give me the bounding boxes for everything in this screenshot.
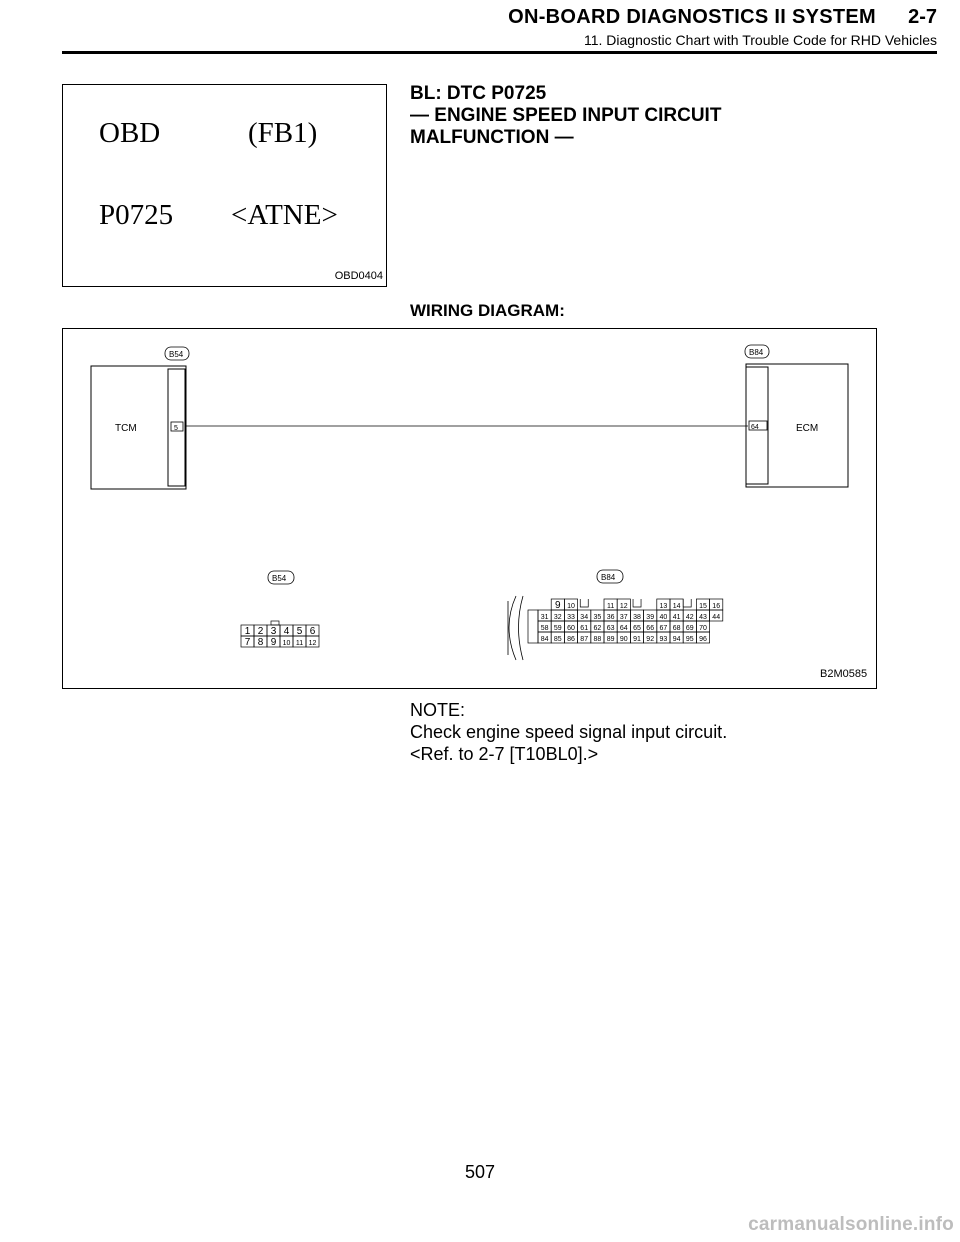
note-ref: <Ref. to 2-7 [T10BL0].> bbox=[410, 744, 599, 764]
b84-pin-label: 38 bbox=[633, 614, 641, 621]
b84-pin-label: 65 bbox=[633, 625, 641, 632]
b84-pin-label: 42 bbox=[685, 614, 694, 621]
b84-pin-label: 69 bbox=[685, 625, 694, 632]
section-number: 2-7 bbox=[908, 6, 937, 28]
dtc-heading-line1: BL: DTC P0725 bbox=[410, 83, 547, 104]
b54-pin-label: 10 bbox=[282, 640, 291, 647]
b84-pin-label: 35 bbox=[593, 614, 602, 621]
b84-pin-label: 36 bbox=[606, 614, 615, 621]
b54-pin-label: 11 bbox=[295, 640, 304, 647]
b84-pin-label: 95 bbox=[685, 636, 694, 643]
b84-pin-label: 9 bbox=[555, 600, 561, 611]
b84-pin-label: 86 bbox=[567, 636, 575, 643]
note-label: NOTE: bbox=[410, 700, 466, 720]
b84-pin-label: 64 bbox=[619, 625, 628, 632]
wiring-diagram bbox=[62, 328, 877, 689]
b84-pin-label: 85 bbox=[553, 636, 562, 643]
b84-pin-label: 66 bbox=[646, 625, 655, 632]
b84-pin-label: 67 bbox=[659, 625, 668, 632]
b84-pin-label: 10 bbox=[567, 603, 575, 610]
b84-pin-label: 60 bbox=[567, 625, 575, 632]
b84-pin-label: 12 bbox=[619, 603, 628, 610]
b84-connector-face bbox=[508, 596, 723, 660]
b84-pin-label: 32 bbox=[553, 614, 562, 621]
b84-pin-label: 63 bbox=[606, 625, 615, 632]
b54-pin-label: 12 bbox=[308, 640, 317, 647]
tcm-pin: 5 bbox=[174, 425, 178, 432]
b54-pin-label: 9 bbox=[270, 637, 277, 648]
b84-pin-label: 39 bbox=[646, 614, 655, 621]
b84-pin-label: 61 bbox=[580, 625, 589, 632]
wiring-diagram-svg bbox=[63, 329, 876, 688]
b54-pin-label: 8 bbox=[257, 637, 264, 648]
ecm-connector-tag: B84 bbox=[749, 348, 764, 357]
b84-pin-label: 94 bbox=[672, 636, 681, 643]
b54-pin-label: 5 bbox=[296, 626, 303, 637]
b84-pin-label: 31 bbox=[540, 614, 549, 621]
page-number: 507 bbox=[464, 1162, 496, 1182]
b54-pin-label: 4 bbox=[283, 626, 290, 637]
b84-pin-label: 11 bbox=[606, 603, 615, 610]
b84-pin-label: 41 bbox=[672, 614, 681, 621]
watermark: carmanualsonline.info bbox=[748, 1214, 954, 1235]
b84-pin-label: 13 bbox=[659, 603, 668, 610]
b84-pin-label: 84 bbox=[540, 636, 549, 643]
b84-pin-label: 93 bbox=[659, 636, 668, 643]
b54-face-tag: B54 bbox=[272, 574, 287, 583]
b84-pin-label: 16 bbox=[712, 603, 721, 610]
section-title: ON-BOARD DIAGNOSTICS II SYSTEM bbox=[508, 6, 876, 28]
obd-dtc-name: <ATNE> bbox=[231, 199, 338, 231]
b54-connector-face bbox=[241, 621, 319, 648]
b54-pin-label: 1 bbox=[244, 626, 251, 637]
b84-pin-label: 37 bbox=[619, 614, 628, 621]
tcm-box bbox=[91, 366, 186, 489]
b84-pin-label: 70 bbox=[699, 625, 707, 632]
b84-pin-label: 44 bbox=[712, 614, 721, 621]
b84-face-tag: B84 bbox=[601, 573, 616, 582]
tcm-connector-tag: B54 bbox=[169, 350, 184, 359]
b84-pin-label: 15 bbox=[699, 603, 707, 610]
b84-pin-label: 88 bbox=[593, 636, 602, 643]
b84-pin-label: 58 bbox=[540, 625, 549, 632]
b84-pin-label: 89 bbox=[606, 636, 615, 643]
b84-pin-label: 68 bbox=[672, 625, 681, 632]
b84-pin-label: 90 bbox=[619, 636, 628, 643]
note-text: Check engine speed signal input circuit. bbox=[410, 722, 728, 742]
figure-id: OBD0404 bbox=[334, 270, 383, 282]
b84-latch bbox=[508, 596, 523, 660]
dtc-heading-line3: MALFUNCTION — bbox=[410, 127, 574, 148]
note-block bbox=[410, 699, 727, 765]
ecm-label: ECM bbox=[796, 423, 819, 434]
section-subtitle: 11. Diagnostic Chart with Trouble Code for RHD Vehicles bbox=[583, 32, 937, 48]
header-rule bbox=[62, 51, 937, 54]
obd-label: OBD bbox=[99, 117, 161, 149]
obd-screen-figure bbox=[62, 84, 387, 287]
b84-pin-label: 14 bbox=[672, 603, 681, 610]
wiring-diagram-title: WIRING DIAGRAM: bbox=[410, 301, 565, 320]
b84-pin-label: 91 bbox=[633, 636, 641, 643]
b84-pin-label: 59 bbox=[553, 625, 562, 632]
b54-pin-label: 2 bbox=[257, 626, 264, 637]
b54-pin-label: 6 bbox=[309, 626, 316, 637]
obd-mode: (FB1) bbox=[248, 117, 318, 149]
wiring-figure-id: B2M0585 bbox=[820, 668, 868, 680]
b84-pin-label: 62 bbox=[593, 625, 602, 632]
b84-pin-label: 87 bbox=[580, 636, 589, 643]
b54-pin-label: 3 bbox=[270, 626, 277, 637]
ecm-pin: 64 bbox=[751, 424, 759, 431]
obd-dtc-code: P0725 bbox=[99, 199, 174, 231]
tcm-label: TCM bbox=[115, 423, 137, 434]
b84-pin-label: 96 bbox=[699, 636, 707, 643]
b84-pin-label: 33 bbox=[567, 614, 575, 621]
b54-pin-label: 7 bbox=[244, 637, 251, 648]
dtc-heading-line2: — ENGINE SPEED INPUT CIRCUIT bbox=[410, 105, 722, 126]
b84-pin-label: 40 bbox=[659, 614, 668, 621]
b84-pin-label: 92 bbox=[646, 636, 655, 643]
b84-pin-label: 43 bbox=[699, 614, 707, 621]
dtc-heading bbox=[410, 83, 910, 149]
b84-pin-label: 34 bbox=[580, 614, 589, 621]
